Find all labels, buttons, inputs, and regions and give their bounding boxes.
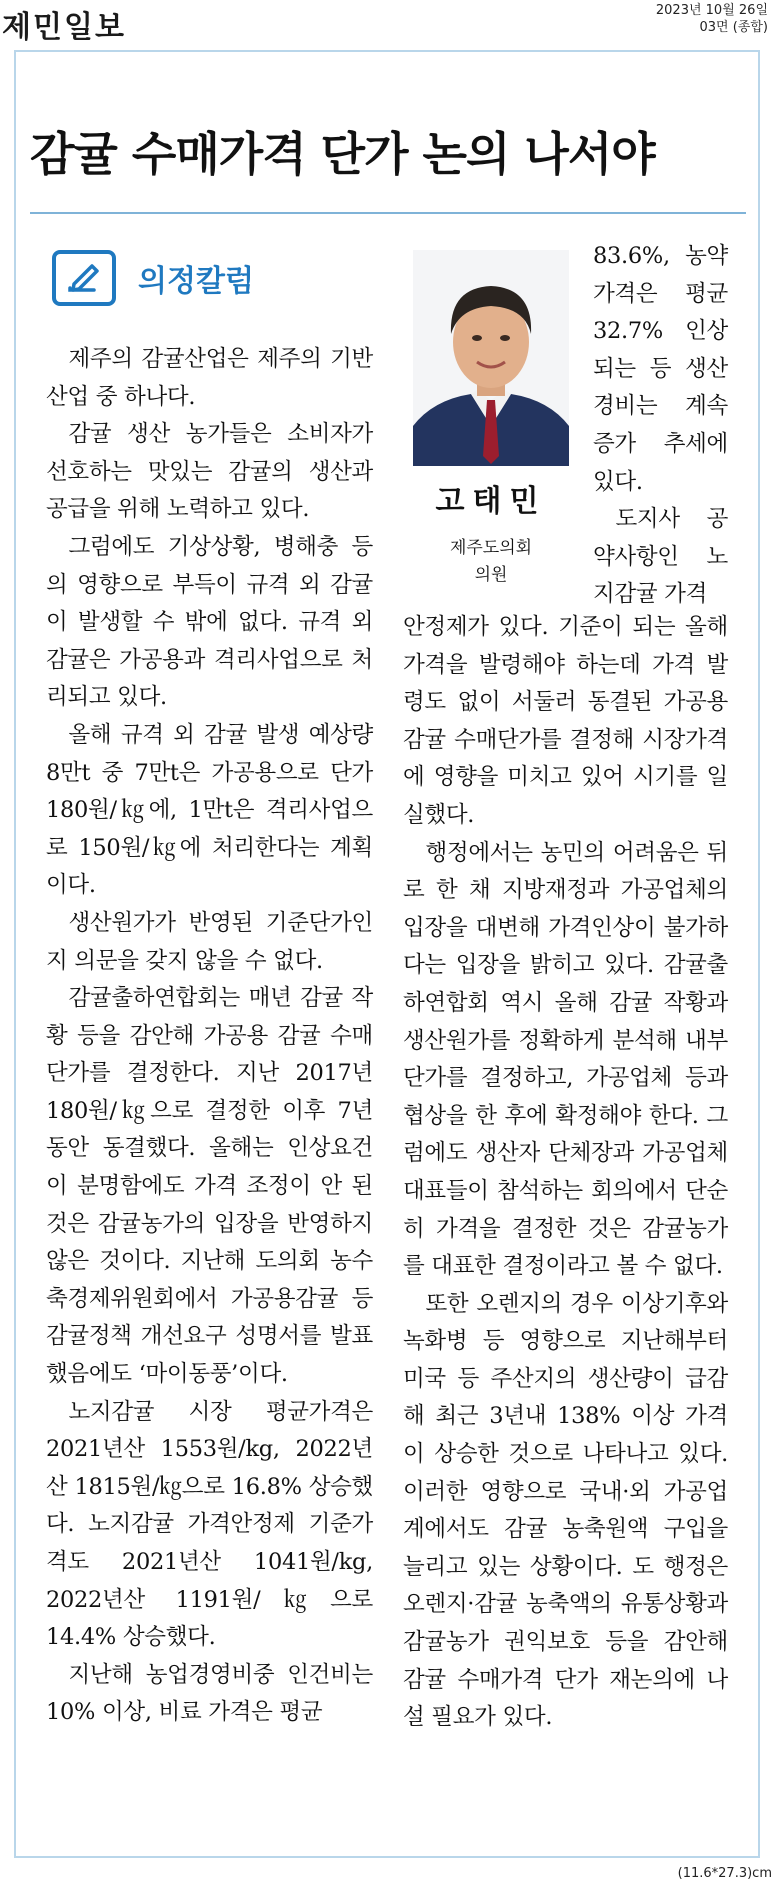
body-paragraph: 지난해 농업경영비중 인건비는 10% 이상, 비료 가격은 평균 (46, 1661, 373, 1726)
newspaper-logo: 제민일보 (2, 10, 126, 45)
body-paragraph: 또한 오렌지의 경우 이상기후와 녹화병 등 영향으로 지난해부터 미국 등 주산지의 생산량이 급감해 최근 3년내 138% 이상 가격이 상승한 것으로 나타나고 있다. 이러한 영향으로 국내·외 가공업계에서도 감귤 농축원액 구입을 늘리고 있는 상황이다. 도 행정은 오렌지·감귤 농축액의 유통상황과 감귤농가 권익보호 등을 감안해 감귤 수매가격 단가 재논의에 나설 필요가 있다. (403, 1290, 728, 1731)
body-paragraph: 제주의 감귤산업은 제주의 기반산업 중 하나다. (46, 346, 373, 410)
body-paragraph: 올해 규격 외 감귤 발생 예상량 8만t 중 7만t은 가공용으로 단가 180원/㎏에, 1만t은 격리사업으로 150원/㎏에 처리한다는 계획이다. (46, 721, 373, 899)
body-paragraph: 안정제가 있다. 기준이 되는 올해 가격을 발령해야 하는데 가격 발령도 없이 서둘러 동결된 가공용감귤 수매단가를 결정해 시장가격에 영향을 미치고 있어 시기를 일실했다. (403, 614, 728, 828)
author-name: 고태민 (435, 484, 547, 519)
author-title: 의원 (474, 565, 508, 585)
section-badge (52, 248, 254, 308)
body-column-right-top (593, 238, 728, 614)
author-photo (413, 250, 569, 466)
body-paragraph: 감귤 생산 농가들은 소비자가 선호하는 맛있는 감귤의 생산과 공급을 위해 노력하고 있다. (46, 421, 373, 523)
clipping-size-note: (11.6*27.3)cm (677, 1866, 772, 1881)
body-column-right (403, 609, 728, 1737)
body-paragraph: 생산원가가 반영된 기준단가인지 의문을 갖지 않을 수 없다. (46, 909, 373, 974)
body-paragraph: 83.6%, 농약가격은 평균 32.7% 인상되는 등 생산 경비는 계속 증가 추세에 있다. (593, 243, 728, 495)
body-paragraph: 행정에서는 농민의 어려움은 뒤로 한 채 지방재정과 가공업체의 입장을 대변해 가격인상이 불가하다는 입장을 밝히고 있다. 감귤출하연합회 역시 올해 감귤 작황과 생산원가를 정확하게 분석해 내부 단가를 결정하고, 가공업체 등과 협상을 한 후에 확정해야 한다. 그럼에도 생산자 단체장과 가공업체 대표들이 참석하는 회의에서 단순히 가격을 결정한 것은 감귤농가를 대표한 결정이라고 볼 수 없다. (403, 839, 728, 1280)
body-paragraph: 노지감귤 시장 평균가격은 2021년산 1553원/kg, 2022년산 1815원/㎏으로 16.8% 상승했다. 노지감귤 가격안정제 기준가격도 2021년산 1041원/kg, 2022년산 1191원/㎏으로 14.4% 상승했다. (46, 1398, 373, 1651)
body-paragraph: 도지사 공약사항인 노지감귤 가격 (593, 506, 728, 608)
pencil-note-icon (52, 250, 116, 306)
issue-date: 2023년 10월 26일 (655, 3, 768, 18)
section-label: 의정칼럼 (138, 264, 254, 299)
author-role (413, 535, 569, 589)
issue-meta (656, 2, 768, 36)
article-headline: 감귤 수매가격 단가 논의 나서야 (30, 127, 655, 181)
body-column-left (46, 341, 373, 1732)
headline-divider (30, 212, 746, 214)
body-paragraph: 감귤출하연합회는 매년 감귤 작황 등을 감안해 가공용 감귤 수매단가를 결정한다. 지난 2017년 180원/㎏으로 결정한 이후 7년 동안 동결했다. 올해는 인상요건이 분명함에도 가격 조정이 안 된 것은 감귤농가의 입장을 반영하지 않은 것이다. 지난해 도의회 농수축경제위원회에서 가공용감귤 등 감귤정책 개선요구 성명서를 발표했음에도 ‘마이동풍’이다. (46, 985, 373, 1388)
author-affiliation: 제주도의회 (449, 538, 533, 558)
body-paragraph: 그럼에도 기상상황, 병해충 등의 영향으로 부득이 규격 외 감귤이 발생할 수 밖에 없다. 규격 외 감귤은 가공용과 격리사업으로 처리되고 있다. (46, 533, 373, 711)
masthead (0, 0, 776, 46)
page-number: 03면 (종합) (699, 20, 768, 35)
